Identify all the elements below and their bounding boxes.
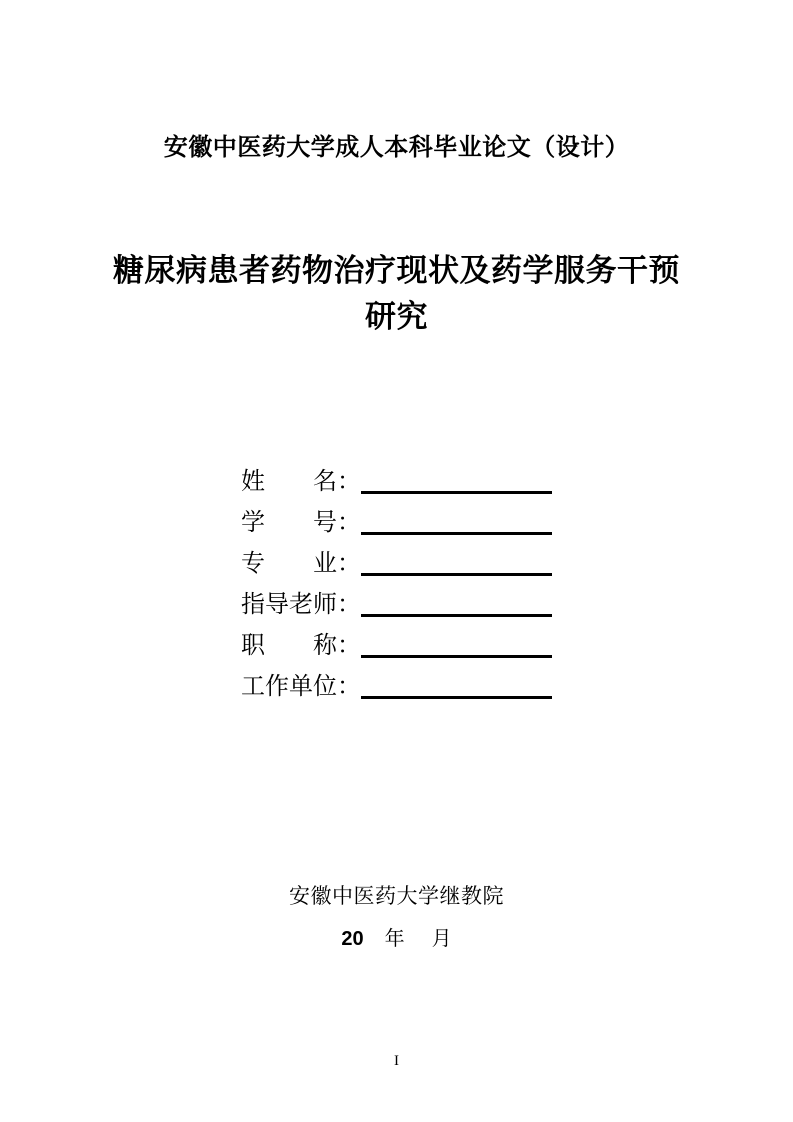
document-title — [0, 248, 793, 340]
page-number: I — [394, 1053, 399, 1069]
form-row-name — [241, 454, 552, 495]
form-row-advisor — [241, 577, 552, 618]
student-id-fill-in-line — [361, 532, 552, 535]
document-header: 安徽中医药大学成人本科毕业论文（设计） — [163, 135, 630, 161]
form-row-student-id — [241, 495, 552, 536]
institution-name: 安徽中医药大学继教院 — [289, 884, 504, 908]
document-title-line1: 糖尿病患者药物治疗现状及药学服务干预 — [113, 253, 680, 288]
advisor-field-label: 指导老师： — [241, 591, 361, 618]
professional-title-fill-in-line — [361, 655, 552, 658]
professional-title-field-label: 职 称： — [241, 632, 361, 659]
major-field-label: 专 业： — [241, 550, 361, 577]
work-unit-field-label: 工作单位： — [241, 673, 361, 700]
advisor-fill-in-line — [361, 614, 552, 617]
form-row-work-unit — [241, 659, 552, 700]
name-fill-in-line — [361, 491, 552, 494]
name-field-label: 姓 名： — [241, 468, 361, 495]
document-title-line2: 研究 — [365, 299, 428, 334]
date-line — [0, 927, 793, 951]
year-label: 年 — [384, 928, 405, 950]
year-prefix: 20 — [341, 928, 364, 950]
major-fill-in-line — [361, 573, 552, 576]
cover-info-form — [241, 454, 552, 700]
student-id-field-label: 学 号： — [241, 509, 361, 536]
form-row-major — [241, 536, 552, 577]
work-unit-fill-in-line — [361, 696, 552, 699]
month-label: 月 — [431, 928, 452, 950]
form-row-professional-title — [241, 618, 552, 659]
